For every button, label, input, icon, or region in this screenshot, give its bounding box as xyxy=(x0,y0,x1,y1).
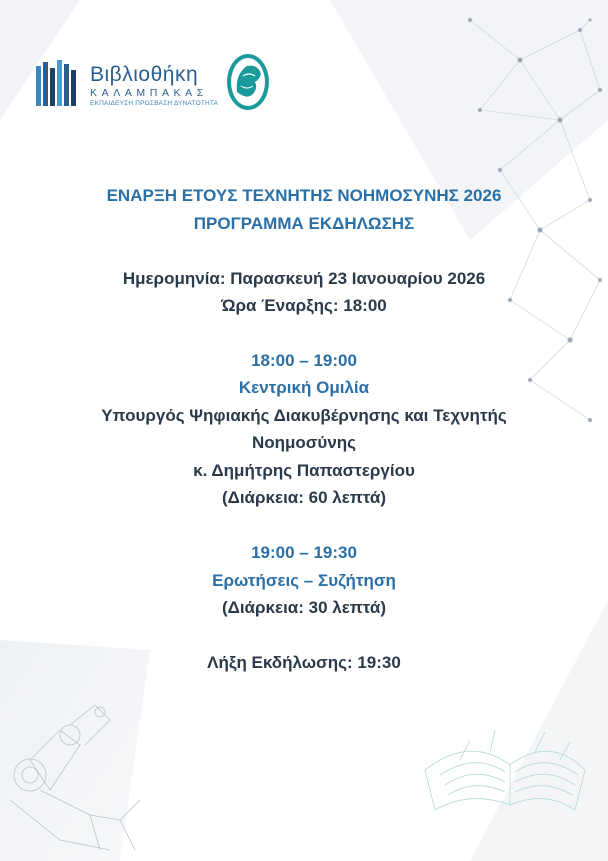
session-2-title: Ερωτήσεις – Συζήτηση xyxy=(212,571,396,590)
heading-line-1: ΕΝΑΡΞΗ ΕΤΟΥΣ ΤΕΧΝΗΤΗΣ ΝΟΗΜΟΣΥΝΗΣ 2026 xyxy=(106,186,502,205)
library-logo-bars-icon xyxy=(36,60,86,106)
session-1-speaker-role-1: Υπουργός Ψηφιακής Διακυβέρνησης και Τεχνητής xyxy=(101,406,507,425)
session-1-time: 18:00 – 19:00 xyxy=(251,351,357,370)
medallion-seal-icon xyxy=(225,52,271,112)
event-date: Ημερομηνία: Παρασκευή 23 Ιανουαρίου 2026 xyxy=(122,269,486,288)
logo-title: Βιβλιοθήκη xyxy=(90,63,199,86)
heading-line-2: ΠΡΟΓΡΑΜΜΑ ΕΚΔΗΛΩΣΗΣ xyxy=(193,214,415,233)
session-1-speaker-role-2: Νοημοσύνης xyxy=(251,433,357,452)
event-end: Λήξη Εκδήλωσης: 19:30 xyxy=(207,653,401,672)
session-1-duration: (Διάρκεια: 60 λεπτά) xyxy=(221,488,387,507)
library-logo-text xyxy=(90,64,218,108)
event-start-time: Ώρα Έναρξης: 18:00 xyxy=(221,296,387,315)
session-2-time: 19:00 – 19:30 xyxy=(251,543,357,562)
logo-tagline: ΕΚΠΑΙΔΕΥΣΗ ΠΡΟΣΒΑΣΗ ΔΥΝΑΤΟΤΗΤΑ xyxy=(90,100,219,107)
logo-subtitle: ΚΑΛΑΜΠΑΚΑΣ xyxy=(90,87,208,99)
session-1-title: Κεντρική Ομιλία xyxy=(238,378,370,397)
session-2-duration: (Διάρκεια: 30 λεπτά) xyxy=(221,598,387,617)
session-1-speaker-name: κ. Δημήτρης Παπαστεργίου xyxy=(193,461,415,480)
